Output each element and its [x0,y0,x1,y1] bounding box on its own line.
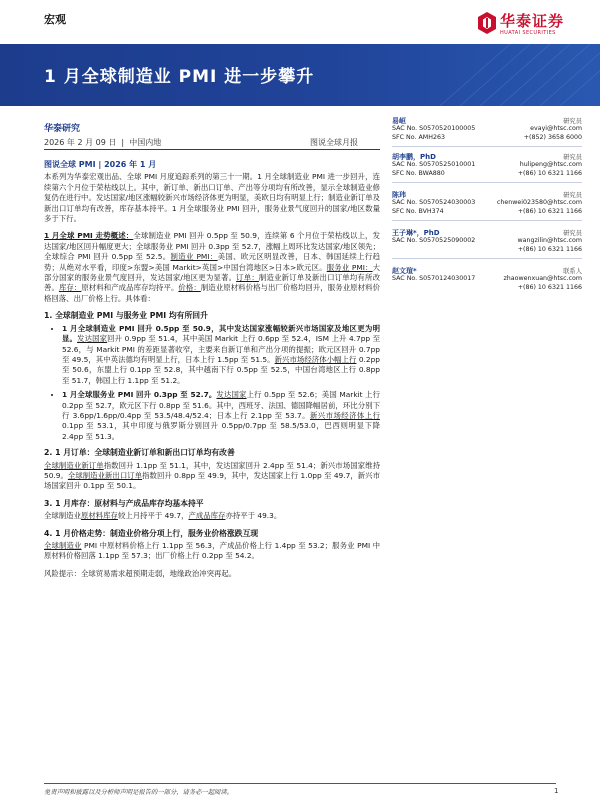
s4-text1: PMI 中原材料价格上行 1.1pp 至 56.3，产成品价格上行 1.4pp 至 53.2；服务业 PMI 中原材料价格回落 1.1pp 至 57.3；出厂价格上行 0.2pp 至 54.2。 [44,541,380,561]
highlight-title: 图说全球 PMI | 2026 年 1 月 [44,160,157,169]
analyst-card [392,190,588,217]
report-date: 2026 年 2 月 09 日 [44,138,117,147]
overview-label: 1 月全球 PMI 走势概述： [44,231,134,241]
date-region [44,137,161,148]
s1-bullet2-u1: 发达国家 [216,390,247,400]
section-3-title: 3. 1 月库存：原材料与产成品库存均基本持平 [44,498,204,508]
list-item [62,390,380,442]
analyst-email[interactable]: chenwei023580@htsc.com [496,199,582,206]
footer-disclaimer: 免责声明和披露以及分析师声明是报告的一部分，请务必一起阅读。 [44,789,233,796]
analyst-sac: SAC No. S0570524030003 [392,199,476,206]
price-text: 制造业原材料价格与出厂价格均回升，服务业原材料价格回落、出厂价格上行。具体看： [44,283,380,303]
company-logo [478,10,590,46]
analyst-role: 研究员 [563,118,582,125]
section-tag: 宏观 [44,13,66,26]
divider [392,258,582,259]
overview-paragraph [44,231,380,304]
analyst-sfc: SFC No. BVH374 [392,208,444,215]
s1-bullet1-text1: 回升 0.9pp 至 51.4，其中美国 Markit 上行 0.6pp 至 52.4，ISM 上升 4.7pp 至 52.6，与 Markit PMI 的差距显著收窄，主要来自新订单和产出分项的提振；欧元区回升 0.7pp 至 49.5，其中英法德均有明显上行，日本上行 1.5pp 至 51.5。 [62,334,380,364]
logo-text-cn: 华泰证券 [500,12,565,30]
section-3-paragraph [44,511,380,521]
s1-bullet2-lead: 1 月全球服务业 PMI 回升 0.3pp 至 52.7。 [62,390,217,400]
analyst-phone: +(86) 10 6321 1166 [517,284,582,291]
s3-text1: 全球制造业 [44,511,81,521]
s1-bullet2-text2: 0.1pp 至 53.1，其中印度与俄罗斯分别回升 0.5pp/0.7pp 至 58.5/53.0，巴西则明显下降 2.4pp 至 51.3。 [62,421,380,441]
risk-warning: 风险提示：全球贸易需求超预期走弱，地缘政治冲突再起。 [44,568,237,578]
analyst-name: 赵文瑄* [392,267,417,275]
s1-bullet1-lead: 1 月全球制造业 PMI 回升 0.5pp 至 50.9，其中发达国家涨幅较新兴市场国家及地区更为明显。 [62,323,380,344]
report-type: 图说全球月报 [310,138,358,147]
order-label: 订单： [236,273,259,283]
section-1-title: 1. 全球制造业 PMI 与服务业 PMI 均有所回升 [44,311,208,321]
intro-paragraph: 本系列为华泰宏观出品、全球 PMI 月度追踪系列的第三十一期。1 月全球制造业 PMI 进一步回升，连续第六个月位于荣枯线以上。其中，新订单、新出口订单、产出等分项均有所改善，显示全球制造业修复仍在进行中。发达国家/地区涨幅较新兴市场经济体更为明显，美欧日均有明显上行；制造业新订单及新出口订单均有改善，库存基本持平。1 月全球服务业 PMI 回升，服务业景气度回升的国家/地区数量多于下行。 [44,172,380,224]
divider [392,146,582,147]
inv-text: 原材料和产成品库存均持平。 [81,283,179,293]
s1-bullet2-text1: 上行 0.5pp 至 52.6；美国 Markit 上行 0.2pp 至 52.7，欧元区下行 0.8pp 至 51.6。其中，西班牙、法国、德国降幅居前，环比分别下行 3.6pp/1.6pp/0.4pp 至 53.5/48.4/52.4；日本上行 2.1pp 至 53.7。 [62,390,380,420]
s2-text2: 指数回升 0.8pp 至 49.9，其中，发达国家上行 1.0pp 至 49.7，新兴市场国家回升 0.1pp 至 50.1。 [44,470,380,491]
banner-decoration [420,44,600,106]
s3-u2: 产成品库存 [188,511,226,521]
section-4-paragraph [44,541,380,562]
section-4-title: 4. 1 月价格走势：制造业价格分项上行，服务业价格涨跌互现 [44,528,259,538]
s2-u2: 全球制造业新出口订单 [67,470,143,480]
analyst-phone: +(852) 3658 6000 [523,134,582,141]
separator: | [118,138,127,147]
inv-label: 库存： [58,283,82,293]
analyst-card [392,228,588,255]
analyst-sac: SAC No. S0570520100005 [392,125,476,132]
analyst-sac: SAC No. S0570525010001 [392,161,476,168]
s3-text3: 亦持平于 49.3。 [225,511,282,521]
analyst-name: 胡李鹏，PhD [392,153,436,161]
mfg-text: 美国、欧元区明显改善，日本、韩国延续上行趋势；从绝对水平看，印度>东盟>美国 Markit>英国>中国台湾地区>日本>欧元区。 [44,252,380,272]
s3-u1: 原材料库存 [80,511,118,521]
section-2-paragraph [44,461,380,492]
analyst-role: 研究员 [563,154,582,161]
analyst-phone: +(86) 10 6321 1166 [517,170,582,177]
page-number: 1 [554,787,559,795]
s1-bullet2-u2: 新兴市场经济体上行 [309,410,380,420]
footer-divider [44,783,556,784]
s2-u1: 全球制造业新订单 [44,460,104,470]
order-text: 制造业新订单及新出口订单均有所改善。 [44,273,380,293]
analyst-name: 陈玮 [392,191,406,199]
analyst-card [392,152,588,179]
analyst-name: 易峘 [392,117,406,125]
svc-text: 大部分国家的服务业景气度回升，发达国家/地区更为显著。 [44,262,380,283]
analyst-role: 研究员 [563,230,582,237]
overview-text: 全球制造业 PMI 回升 0.5pp 至 50.9，连续第 6 个月位于荣枯线以上，发达国家/地区回升幅度更大；全球服务业 PMI 回升 0.3pp 至 52.7，涨幅上周环比发达国家/地区领先；全球综合 PMI 回升 0.5pp 至 52.5。 [44,231,380,262]
report-body [44,160,380,586]
analyst-email[interactable]: evayi@htsc.com [530,125,582,132]
huatai-logo-icon [478,12,496,34]
divider [392,182,582,183]
section-1-list [44,324,380,442]
analyst-email[interactable]: wangzilin@htsc.com [517,237,582,244]
analyst-sac: SAC No. S0570525090002 [392,237,476,244]
s4-u1: 全球制造业 [44,541,82,550]
list-item [62,324,380,386]
s1-bullet1-text2: 0.2pp 至 50.6，东盟上行 0.1pp 至 52.8，其中越南下行 0.5pp 至 52.5，中国台湾地区上行 0.8pp 至 51.7，韩国上行 1.1pp 至 51.2。 [62,354,380,385]
analyst-sfc: SFC No. AMH263 [392,134,445,141]
title-banner [0,44,600,106]
s2-text1: 指数回升 1.1pp 至 51.1，其中，发达国家回升 2.4pp 至 51.4；新兴市场国家维持 50.9。 [44,460,380,480]
analyst-role: 联系人 [563,268,582,275]
s1-bullet1-u2: 新兴市场经济体小幅上行 [274,354,357,364]
analyst-phone: +(86) 10 6321 1166 [517,208,582,215]
svc-label: 服务业 PMI： [326,262,373,272]
analyst-card [392,116,588,143]
analyst-phone: +(86) 10 6321 1166 [517,246,582,253]
analyst-sfc: SFC No. BWA880 [392,170,445,177]
divider [44,149,380,150]
section-2-title: 2. 1 月订单：全球制造业新订单和新出口订单均有改善 [44,448,235,458]
report-title: 1 月全球制造业 PMI 进一步攀升 [44,67,315,87]
analyst-role: 研究员 [563,192,582,199]
analyst-email[interactable]: zhaowenxuan@htsc.com [503,275,582,282]
divider [392,220,582,221]
logo-text-en: HUATAI SECURITIES [500,30,556,36]
analyst-email[interactable]: hulipeng@htsc.com [519,161,582,168]
s3-text2: 较上月持平于 49.7， [117,511,189,521]
org-name: 华泰研究 [44,124,81,134]
report-region: 中国内地 [129,138,162,147]
analyst-sac: SAC No. S0570124030017 [392,275,476,282]
price-label: 价格： [178,283,201,293]
analyst-name: 王子琳*，PhD [392,229,440,237]
mfg-label: 制造业 PMI： [170,252,218,262]
analyst-card [392,266,588,293]
s1-bullet1-u1: 发达国家 [77,334,108,344]
